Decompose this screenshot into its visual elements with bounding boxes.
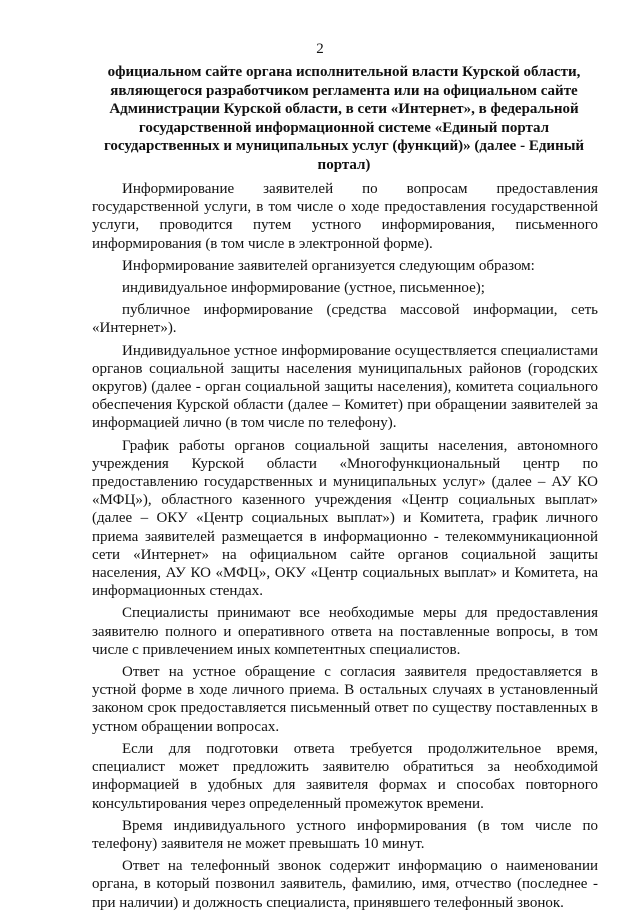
paragraph: публичное информирование (средства массовой информации, сеть «Интернет»). [92,302,598,337]
paragraph: Ответ на устное обращение с согласия заявителя предоставляется в устной форме в ходе личного приема. В остальных случаях в установленный законом срок предоставляется письменный ответ по существу поставленных в устном обращении вопросах. [92,664,598,735]
section-heading: официальном сайте органа исполнительной власти Курской области, являющегося разработчиком регламента или на официальном сайте Администрации Курской области, в сети «Интернет», в федеральной государственной информационной системе «Единый портал государственных и муниципальных услуг (функций)» (далее - Единый портал) [103,64,585,173]
paragraph: Ответ на телефонный звонок содержит информацию о наименовании органа, в который позвонил заявитель, фамилию, имя, отчество (последнее - при наличии) и должность специалиста, принявшего телефонный звонок. [92,858,598,911]
paragraph: Информирование заявителей организуется следующим образом: [122,257,535,274]
body-text [92,180,598,916]
page-number: 2 [316,41,324,57]
paragraph: Индивидуальное устное информирование осуществляется специалистами органов социальной защиты населения муниципальных районов (городских округов) (далее - орган социальной защиты населения), комитета социального обеспечения Курской области (далее – Комитет) при обращении заявителей за информацией лично (в том числе по телефону). [92,342,598,432]
paragraph: Специалисты принимают все необходимые меры для предоставления заявителю полного и оперативного ответа на поставленные вопросы, в том числе с привлечением иных компетентных специалистов. [92,605,598,658]
paragraph: индивидуальное информирование (устное, письменное); [122,280,485,297]
paragraph: График работы органов социальной защиты населения, автономного учреждения Курской области «Многофункциональный центр по предоставлению государственных и муниципальных услуг» (далее – АУ КО «МФЦ»), областного казенного учреждения «Центр социальных выплат» (далее – ОКУ «Центр социальных выплат») и Комитета, график личного приема заявителей размещается в информационно - телекоммуникационной сети «Интернет» на официальном сайте органов социальной защиты населения, АУ КО «МФЦ», ОКУ «Центр социальных выплат» и Комитета, на информационных стендах. [92,437,598,600]
paragraph: Информирование заявителей по вопросам предоставления государственной услуги, в том числе о ходе предоставления государственной услуги, проводится путем устного информирования, письменного информирования (в том числе в электронной форме). [92,181,598,252]
paragraph: Если для подготовки ответа требуется продолжительное время, специалист может предложить заявителю обратиться за необходимой информацией в удобных для заявителя формах и способах повторного консультирования через определенный промежуток времени. [92,740,598,812]
paragraph: Время индивидуального устного информирования (в том числе по телефону) заявителя не может превышать 10 минут. [92,817,598,852]
